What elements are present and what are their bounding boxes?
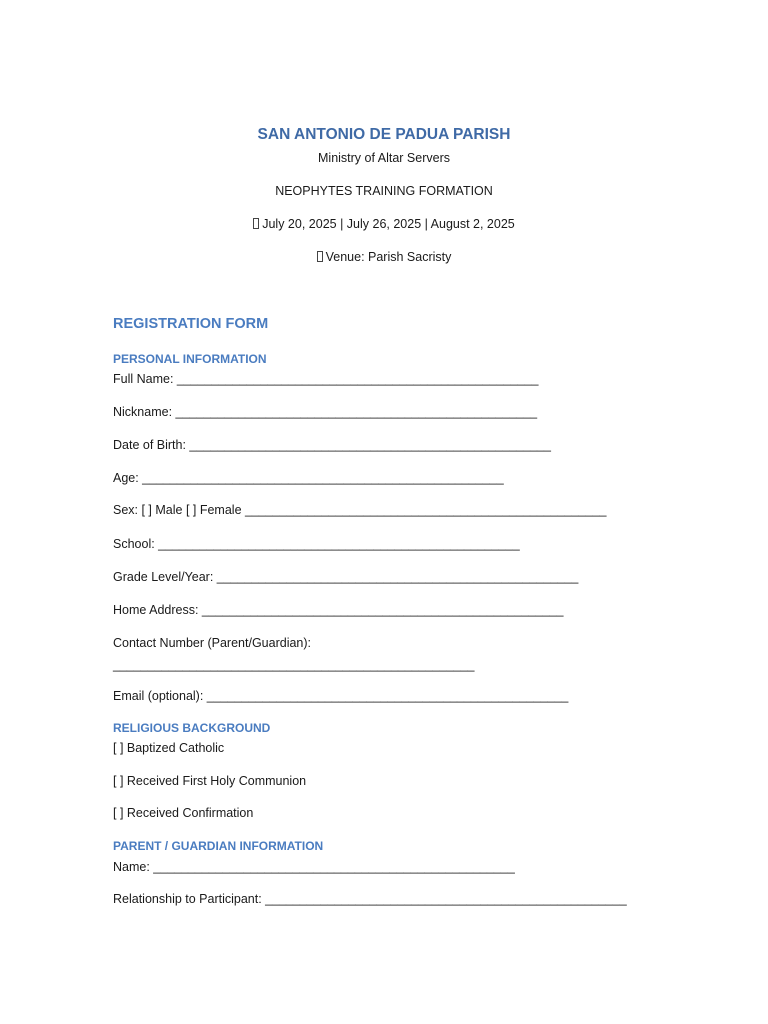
training-venue xyxy=(0,249,768,265)
ministry-subtitle: Ministry of Altar Servers xyxy=(318,151,450,165)
program-title: NEOPHYTES TRAINING FORMATION xyxy=(275,184,493,198)
contact-number-line: ____________________________________________________ xyxy=(113,658,475,672)
training-venue-text: Venue: Parish Sacristy xyxy=(325,250,452,264)
religious-background-heading: RELIGIOUS BACKGROUND xyxy=(113,721,271,735)
nickname-field: Nickname: ____________________________________________________ xyxy=(113,405,538,419)
contact-number-label: Contact Number (Parent/Guardian): xyxy=(113,636,312,650)
sex-field: Sex: [ ] Male [ ] Female ____________________________________________________ xyxy=(113,503,607,517)
location-icon xyxy=(317,251,323,262)
training-dates xyxy=(0,216,768,232)
parish-title: SAN ANTONIO DE PADUA PARISH xyxy=(257,126,511,143)
confirmation-checkbox: [ ] Received Confirmation xyxy=(113,806,254,820)
registration-form-title: REGISTRATION FORM xyxy=(113,316,269,332)
age-field: Age: ____________________________________________________ xyxy=(113,471,504,485)
guardian-info-heading: PARENT / GUARDIAN INFORMATION xyxy=(113,839,324,853)
school-field: School: ____________________________________________________ xyxy=(113,537,520,551)
email-field: Email (optional): ____________________________________________________ xyxy=(113,689,569,703)
date-of-birth-field: Date of Birth: ____________________________________________________ xyxy=(113,438,551,452)
communion-checkbox: [ ] Received First Holy Communion xyxy=(113,774,307,788)
calendar-icon xyxy=(253,218,259,229)
personal-info-heading: PERSONAL INFORMATION xyxy=(113,352,267,366)
full-name-field: Full Name: ____________________________________________________ xyxy=(113,372,539,386)
grade-level-field: Grade Level/Year: ____________________________________________________ xyxy=(113,570,579,584)
home-address-field: Home Address: ____________________________________________________ xyxy=(113,603,564,617)
relationship-field: Relationship to Participant: ____________________________________________________ xyxy=(113,892,627,906)
baptized-checkbox: [ ] Baptized Catholic xyxy=(113,741,225,755)
training-dates-text: July 20, 2025 | July 26, 2025 | August 2, 2025 xyxy=(262,217,515,231)
guardian-name-field: Name: ____________________________________________________ xyxy=(113,860,515,874)
